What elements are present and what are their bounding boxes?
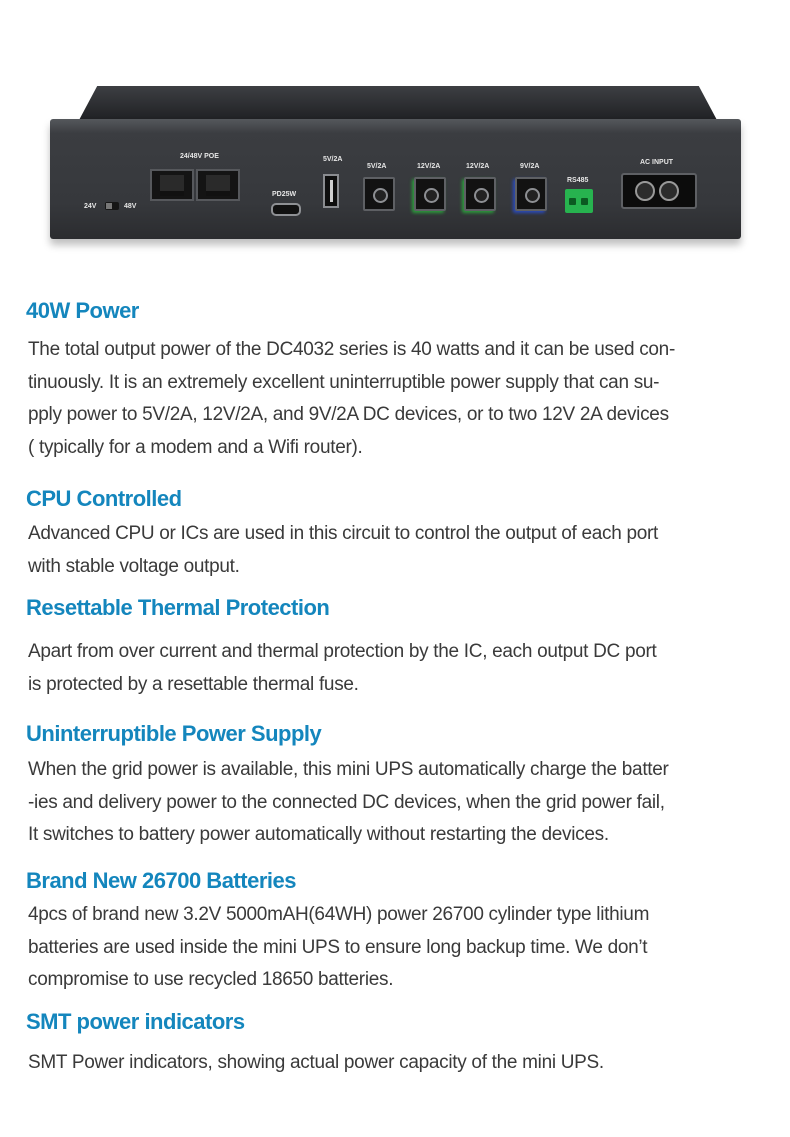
text-line: ( typically for a modem and a Wifi router). (28, 436, 363, 458)
rs485-terminal (565, 189, 593, 213)
label-dc-1: 5V/2A (367, 163, 387, 170)
text-line: The total output power of the DC4032 series is 40 watts and it can be used con- (28, 339, 675, 360)
device-top-panel (78, 86, 718, 122)
usb-a-port (323, 174, 339, 208)
label-usb: 5V/2A (323, 156, 343, 163)
dc-jack-3 (464, 177, 496, 211)
text-line: compromise to use recycled 18650 batteries. (28, 969, 394, 990)
text-line: pply power to 5V/2A, 12V/2A, and 9V/2A DC devices, or to two 12V 2A devices (28, 404, 669, 425)
text-line: is protected by a resettable thermal fuse. (28, 673, 359, 695)
device-rear-panel (50, 119, 741, 239)
paragraph-40w-power (28, 334, 773, 464)
text-line: batteries are used inside the mini UPS to ensure long backup time. We don’t (28, 936, 648, 958)
text-line: When the grid power is available, this mini UPS automatically charge the batter (28, 759, 669, 780)
text-line: -ies and delivery power to the connected DC devices, when the grid power fail, (28, 791, 665, 813)
text-line: SMT Power indicators, showing actual power capacity of the mini UPS. (28, 1052, 604, 1073)
heading-40w-power: 40W Power (26, 298, 139, 323)
text-line: 4pcs of brand new 3.2V 5000mAH(64WH) power 26700 cylinder type lithium (28, 904, 650, 925)
heading-cpu-controlled: CPU Controlled (26, 486, 182, 511)
dc-jack-1 (363, 177, 395, 211)
label-dc-4: 9V/2A (520, 163, 540, 170)
label-ac-input: AC INPUT (640, 159, 674, 166)
heading-thermal-protection: Resettable Thermal Protection (26, 595, 330, 620)
text-line: tinuously. It is an extremely excellent uninterruptible power supply that can su- (28, 371, 660, 393)
paragraph-batteries (28, 899, 773, 997)
paragraph-smt-indicators (28, 1047, 773, 1080)
paragraph-thermal-protection (28, 636, 773, 701)
dc-jack-4 (515, 177, 547, 211)
heading-ups: Uninterruptible Power Supply (26, 721, 322, 746)
label-48v: 48V (124, 203, 137, 210)
label-24v: 24V (84, 203, 97, 210)
usb-c-port (271, 203, 301, 216)
dc-jack-2 (414, 177, 446, 211)
paragraph-ups (28, 754, 773, 852)
text-line: It switches to battery power automatically without restarting the devices. (28, 824, 609, 845)
paragraph-cpu-controlled (28, 518, 773, 583)
label-poe: 24/48V POE (180, 153, 219, 160)
text-line: Apart from over current and thermal protection by the IC, each output DC port (28, 641, 657, 662)
voltage-switch (105, 202, 119, 210)
label-rs485: RS485 (567, 177, 589, 184)
heading-batteries: Brand New 26700 Batteries (26, 868, 296, 893)
poe-port-2 (196, 169, 240, 201)
product-photo (0, 0, 790, 275)
ac-input-socket (621, 173, 697, 209)
text-line: with stable voltage output. (28, 555, 240, 577)
text-line: Advanced CPU or ICs are used in this circuit to control the output of each port (28, 523, 659, 544)
poe-port-1 (150, 169, 194, 201)
label-dc-2: 12V/2A (417, 163, 441, 170)
label-dc-3: 12V/2A (466, 163, 490, 170)
label-pd25w: PD25W (272, 191, 297, 198)
heading-smt-indicators: SMT power indicators (26, 1009, 245, 1034)
